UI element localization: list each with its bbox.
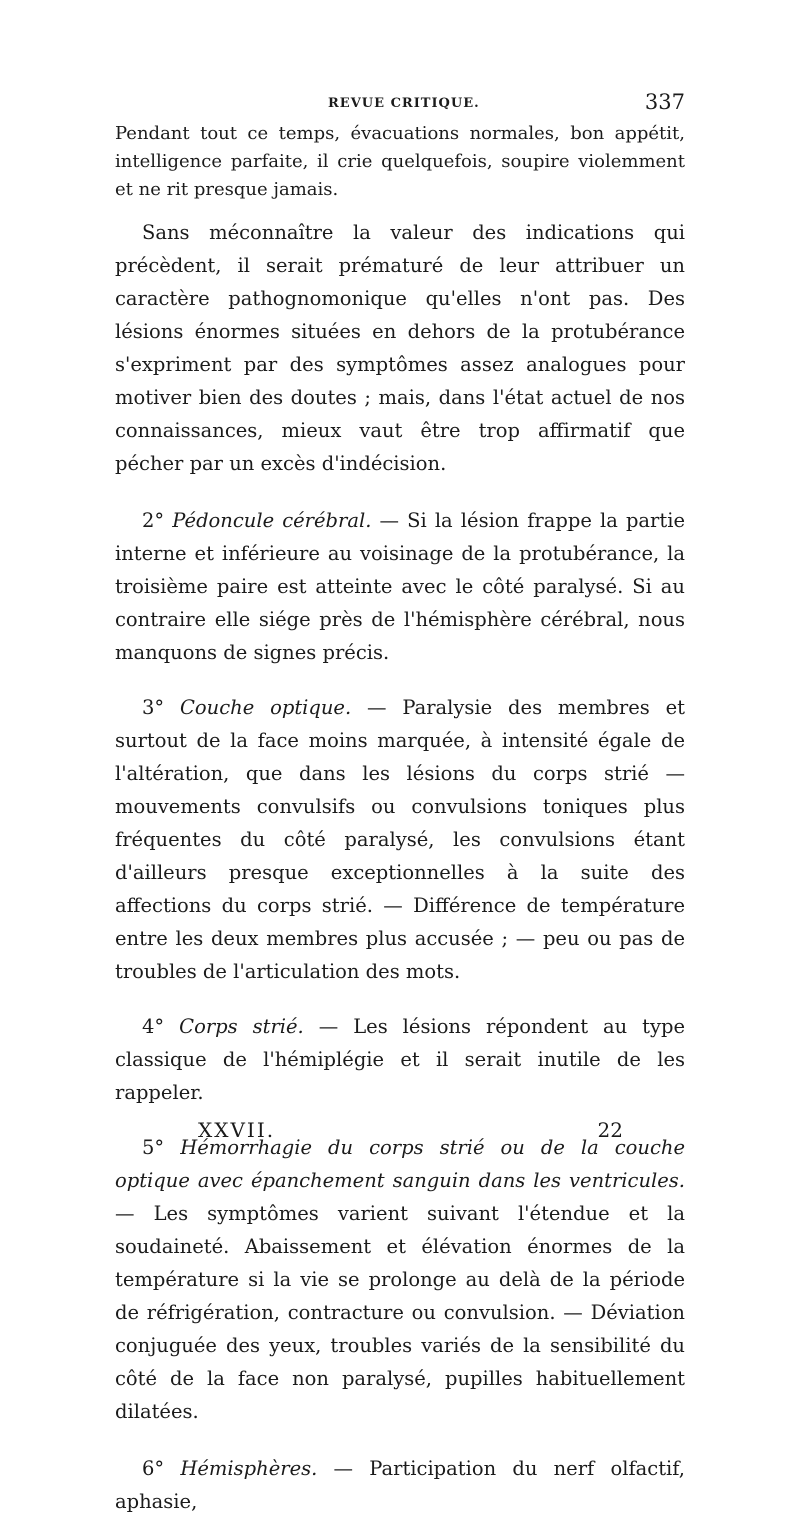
paragraph-text: — Les lésions répondent au type classique de l'hémiplégie et il serait inutile de les rappeler. (115, 1015, 686, 1104)
section-number: 3° (142, 696, 165, 719)
paragraph-corps-strie (115, 1010, 685, 1109)
section-heading: Pédoncule cérébral. (172, 509, 372, 532)
paragraph-continuation (115, 120, 685, 204)
sheet-number: 22 (597, 1118, 623, 1142)
paragraph-text: — Les symptômes varient suivant l'étendue et la soudaineté. Abaissement et élévation énormes de la température si la vie se prolonge au delà de la période de réfrigération, contracture ou convulsion. — Déviation conjuguée des yeux, troubles variés de la sensibilité du côté de la face non paralysé, pupilles habituellement dilatées. (115, 1202, 685, 1423)
paragraph-text: Pendant tout ce temps, évacuations normales, bon appétit, intelligence parfaite, il crie quelquefois, soupire violemment et ne rit presque jamais. (115, 123, 685, 200)
paragraph-text: Sans méconnaître la valeur des indications qui précèdent, il serait prématuré de leur attribuer un caractère pathognomonique qu'elles n'ont pas. Des lésions énormes situées en dehors de la protubérance s'expriment par des symptômes assez analogues pour motiver bien des doutes ; mais, dans l'état actuel de nos connaissances, mieux vaut être trop affirmatif que pécher par un excès d'indécision. (115, 221, 685, 475)
section-number: 2° (142, 509, 165, 532)
section-number: 6° (142, 1457, 165, 1480)
section-heading: Couche optique. (180, 696, 352, 719)
page-footer (115, 1118, 685, 1152)
section-heading: Hémisphères. (180, 1457, 318, 1480)
paragraph-text: — Paralysie des membres et surtout de la face moins marquée, à intensité égale de l'altération, que dans les lésions du corps strié — mouvements convulsifs ou convulsions toniques plus fréquentes du côté paralysé, les convulsions étant d'ailleurs presque exceptionnelles à la suite des affections du corps strié. — Différence de température entre les deux membres plus accusée ; — peu ou pas de troubles de l'articulation des mots. (115, 696, 685, 983)
paragraph-hemispheres (115, 1452, 685, 1518)
section-number: 5° (142, 1136, 165, 1159)
paragraph-text: — Participation du nerf olfactif, aphasie, (115, 1457, 685, 1513)
section-number: 4° (142, 1015, 165, 1038)
paragraph-pedoncule (115, 504, 685, 669)
paragraph-text: — Si la lésion frappe la partie interne et inférieure au voisinage de la protubérance, la troisième paire est atteinte avec le côté paralysé. Si au contraire elle siége près de l'hémisphère cérébral, nous manquons de signes précis. (115, 509, 685, 664)
body-text (115, 120, 685, 1518)
running-title: REVUE CRITIQUE. (328, 96, 480, 111)
page-number: 337 (644, 90, 685, 114)
paragraph-couche-optique (115, 691, 685, 988)
paragraph-hemorrhagie (115, 1131, 685, 1428)
signature-mark: XXVII. (198, 1118, 276, 1142)
section-heading: Corps strié. (179, 1015, 304, 1038)
section-heading: Hémorrhagie du corps strié ou de la couche optique avec épanchement sanguin dans les ventricules. (115, 1136, 685, 1192)
paragraph-discussion (115, 216, 685, 480)
